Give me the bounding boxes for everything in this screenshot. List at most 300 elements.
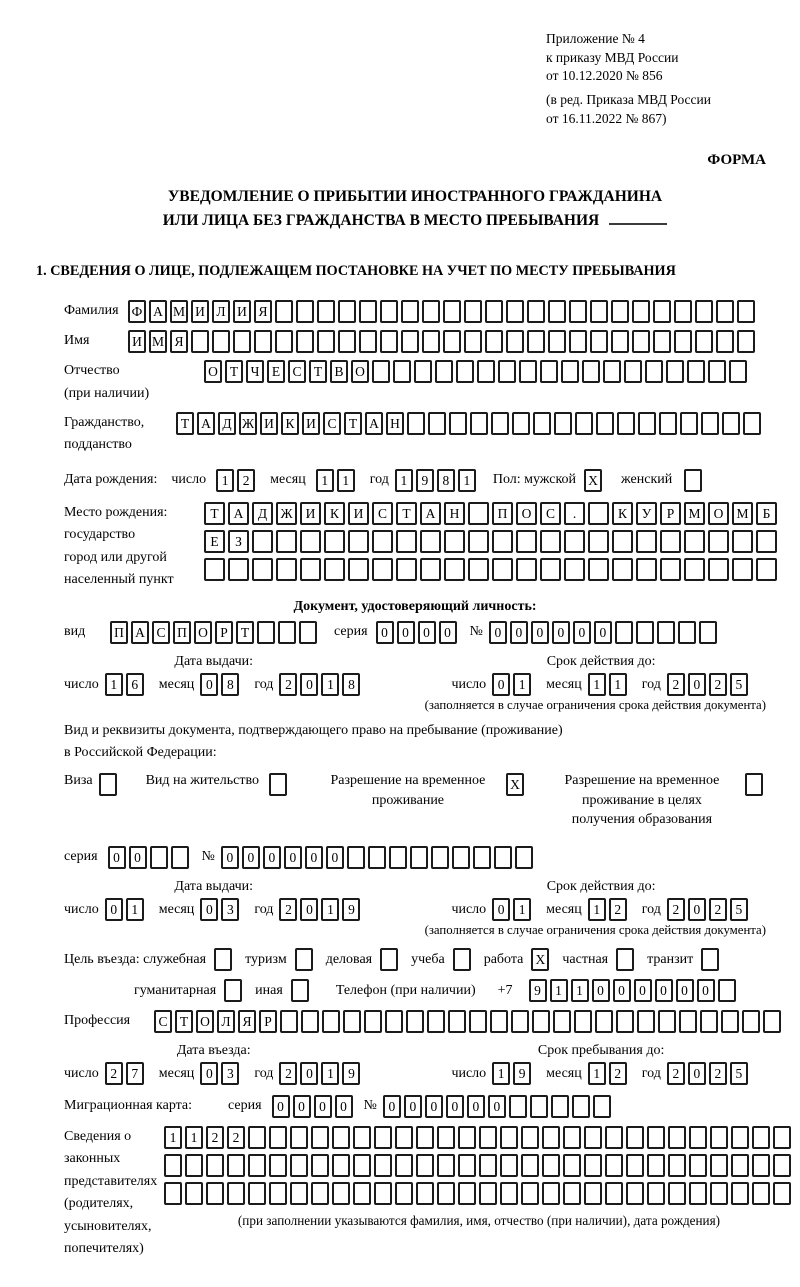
char-cell[interactable]: 0 — [129, 846, 147, 869]
char-cell[interactable] — [533, 412, 551, 435]
char-cell[interactable]: 0 — [200, 1062, 218, 1085]
char-cell[interactable]: 0 — [594, 621, 612, 644]
char-cell[interactable] — [427, 1010, 445, 1033]
char-cell[interactable] — [500, 1182, 518, 1205]
purpose-transit-checkbox[interactable] — [701, 948, 722, 971]
char-cell[interactable]: 0 — [688, 673, 706, 696]
char-cell[interactable]: 2 — [709, 898, 727, 921]
char-cell[interactable] — [721, 1010, 739, 1033]
char-cell[interactable]: И — [191, 300, 209, 323]
char-cell[interactable] — [689, 1182, 707, 1205]
char-cell[interactable]: М — [732, 502, 753, 525]
char-cell[interactable] — [708, 360, 726, 383]
char-cell[interactable] — [492, 530, 513, 553]
doc-valid-month-cells[interactable] — [588, 673, 630, 696]
char-cell[interactable] — [437, 1154, 455, 1177]
char-cell[interactable] — [701, 412, 719, 435]
birthplace-cells-row3[interactable] — [204, 558, 780, 581]
char-cell[interactable] — [680, 412, 698, 435]
char-cell[interactable]: 1 — [550, 979, 568, 1002]
char-cell[interactable] — [527, 330, 545, 353]
char-cell[interactable]: 9 — [513, 1062, 531, 1085]
char-cell[interactable] — [564, 558, 585, 581]
char-cell[interactable]: П — [173, 621, 191, 644]
char-cell[interactable] — [611, 330, 629, 353]
char-cell[interactable] — [647, 1182, 665, 1205]
char-cell[interactable]: Я — [238, 1010, 256, 1033]
char-cell[interactable] — [332, 1126, 350, 1149]
char-cell[interactable]: 0 — [300, 673, 318, 696]
char-cell[interactable]: С — [540, 502, 561, 525]
char-cell[interactable] — [572, 1095, 590, 1118]
char-cell[interactable] — [276, 558, 297, 581]
char-cell[interactable] — [332, 1182, 350, 1205]
char-cell[interactable] — [212, 330, 230, 353]
char-cell[interactable] — [511, 1010, 529, 1033]
char-cell[interactable]: И — [128, 330, 146, 353]
char-cell[interactable] — [395, 1154, 413, 1177]
permit-valid-year-cells[interactable] — [667, 898, 751, 921]
char-cell[interactable] — [668, 1154, 686, 1177]
char-cell[interactable] — [603, 360, 621, 383]
char-cell[interactable]: 0 — [293, 1095, 311, 1118]
char-cell[interactable]: Т — [236, 621, 254, 644]
char-cell[interactable]: X — [506, 773, 524, 796]
char-cell[interactable]: Е — [204, 530, 225, 553]
char-cell[interactable] — [257, 621, 275, 644]
char-cell[interactable]: 1 — [458, 469, 476, 492]
char-cell[interactable] — [636, 621, 654, 644]
char-cell[interactable] — [700, 1010, 718, 1033]
char-cell[interactable] — [731, 1182, 749, 1205]
char-cell[interactable] — [338, 300, 356, 323]
char-cell[interactable]: О — [196, 1010, 214, 1033]
visa-checkbox[interactable] — [99, 773, 120, 796]
char-cell[interactable] — [275, 330, 293, 353]
char-cell[interactable] — [99, 773, 117, 796]
char-cell[interactable]: 0 — [676, 979, 694, 1002]
char-cell[interactable] — [338, 330, 356, 353]
char-cell[interactable] — [420, 558, 441, 581]
char-cell[interactable]: 2 — [609, 898, 627, 921]
char-cell[interactable] — [745, 773, 763, 796]
char-cell[interactable]: Т — [176, 412, 194, 435]
char-cell[interactable] — [605, 1154, 623, 1177]
char-cell[interactable] — [479, 1182, 497, 1205]
char-cell[interactable] — [616, 948, 634, 971]
char-cell[interactable] — [359, 330, 377, 353]
char-cell[interactable] — [763, 1010, 781, 1033]
char-cell[interactable] — [584, 1126, 602, 1149]
char-cell[interactable] — [343, 1010, 361, 1033]
char-cell[interactable] — [773, 1126, 791, 1149]
char-cell[interactable] — [348, 558, 369, 581]
char-cell[interactable]: Л — [212, 300, 230, 323]
char-cell[interactable]: 8 — [342, 673, 360, 696]
char-cell[interactable] — [372, 360, 390, 383]
patronymic-cells[interactable] — [204, 360, 750, 383]
char-cell[interactable] — [204, 558, 225, 581]
char-cell[interactable]: 5 — [730, 673, 748, 696]
char-cell[interactable]: 0 — [492, 898, 510, 921]
char-cell[interactable]: О — [194, 621, 212, 644]
char-cell[interactable] — [695, 300, 713, 323]
doc-series-cells[interactable] — [376, 621, 460, 644]
migcard-series-cells[interactable] — [272, 1095, 356, 1118]
char-cell[interactable]: М — [684, 502, 705, 525]
char-cell[interactable] — [540, 530, 561, 553]
legal-reps-cells-row1[interactable] — [164, 1126, 794, 1149]
char-cell[interactable] — [516, 558, 537, 581]
char-cell[interactable]: 2 — [206, 1126, 224, 1149]
char-cell[interactable]: 2 — [105, 1062, 123, 1085]
char-cell[interactable]: 0 — [397, 621, 415, 644]
char-cell[interactable]: А — [228, 502, 249, 525]
char-cell[interactable] — [428, 412, 446, 435]
doc-issue-month-cells[interactable] — [200, 673, 242, 696]
char-cell[interactable] — [695, 330, 713, 353]
char-cell[interactable] — [324, 558, 345, 581]
purpose-tourism-checkbox[interactable] — [295, 948, 316, 971]
char-cell[interactable] — [590, 300, 608, 323]
char-cell[interactable] — [647, 1154, 665, 1177]
char-cell[interactable]: 0 — [200, 673, 218, 696]
char-cell[interactable] — [380, 300, 398, 323]
char-cell[interactable] — [437, 1182, 455, 1205]
char-cell[interactable]: 1 — [588, 673, 606, 696]
char-cell[interactable] — [752, 1182, 770, 1205]
char-cell[interactable]: 0 — [446, 1095, 464, 1118]
char-cell[interactable] — [542, 1182, 560, 1205]
char-cell[interactable] — [410, 846, 428, 869]
doc-issue-day-cells[interactable] — [105, 673, 147, 696]
char-cell[interactable] — [575, 412, 593, 435]
char-cell[interactable] — [554, 412, 572, 435]
char-cell[interactable] — [422, 300, 440, 323]
char-cell[interactable] — [248, 1182, 266, 1205]
char-cell[interactable]: Т — [225, 360, 243, 383]
doc-issue-year-cells[interactable] — [279, 673, 363, 696]
char-cell[interactable] — [437, 1126, 455, 1149]
char-cell[interactable] — [291, 979, 309, 1002]
char-cell[interactable]: Н — [444, 502, 465, 525]
char-cell[interactable]: Ж — [239, 412, 257, 435]
char-cell[interactable] — [564, 530, 585, 553]
char-cell[interactable] — [710, 1126, 728, 1149]
phone-cells[interactable] — [529, 979, 739, 1002]
char-cell[interactable] — [588, 558, 609, 581]
char-cell[interactable] — [626, 1182, 644, 1205]
char-cell[interactable] — [276, 530, 297, 553]
char-cell[interactable] — [443, 330, 461, 353]
char-cell[interactable] — [542, 1126, 560, 1149]
char-cell[interactable] — [756, 530, 777, 553]
char-cell[interactable] — [540, 360, 558, 383]
char-cell[interactable] — [449, 412, 467, 435]
char-cell[interactable]: Т — [396, 502, 417, 525]
char-cell[interactable] — [494, 846, 512, 869]
char-cell[interactable]: Я — [170, 330, 188, 353]
char-cell[interactable]: 0 — [335, 1095, 353, 1118]
char-cell[interactable] — [584, 1182, 602, 1205]
char-cell[interactable]: 5 — [730, 1062, 748, 1085]
doc-type-cells[interactable] — [110, 621, 320, 644]
char-cell[interactable] — [372, 530, 393, 553]
char-cell[interactable] — [444, 558, 465, 581]
char-cell[interactable]: 0 — [108, 846, 126, 869]
char-cell[interactable]: 0 — [467, 1095, 485, 1118]
char-cell[interactable]: 0 — [552, 621, 570, 644]
char-cell[interactable]: 0 — [592, 979, 610, 1002]
char-cell[interactable] — [737, 330, 755, 353]
char-cell[interactable] — [588, 502, 609, 525]
char-cell[interactable]: 0 — [655, 979, 673, 1002]
char-cell[interactable]: Ч — [246, 360, 264, 383]
char-cell[interactable]: С — [154, 1010, 172, 1033]
char-cell[interactable] — [416, 1126, 434, 1149]
char-cell[interactable]: 2 — [667, 898, 685, 921]
temp-residence-edu-checkbox[interactable] — [745, 773, 766, 796]
char-cell[interactable] — [348, 530, 369, 553]
char-cell[interactable] — [590, 330, 608, 353]
char-cell[interactable]: 0 — [613, 979, 631, 1002]
char-cell[interactable] — [653, 300, 671, 323]
char-cell[interactable] — [687, 360, 705, 383]
char-cell[interactable]: 0 — [488, 1095, 506, 1118]
birthplace-cells-row2[interactable] — [204, 530, 780, 553]
char-cell[interactable] — [290, 1154, 308, 1177]
stay-year-cells[interactable] — [667, 1062, 751, 1085]
char-cell[interactable]: 0 — [634, 979, 652, 1002]
char-cell[interactable] — [773, 1154, 791, 1177]
char-cell[interactable] — [532, 1010, 550, 1033]
char-cell[interactable]: 1 — [164, 1126, 182, 1149]
char-cell[interactable] — [396, 530, 417, 553]
char-cell[interactable] — [252, 558, 273, 581]
char-cell[interactable] — [317, 300, 335, 323]
char-cell[interactable] — [300, 530, 321, 553]
birthplace-cells-row1[interactable] — [204, 502, 780, 525]
char-cell[interactable]: 5 — [730, 898, 748, 921]
char-cell[interactable] — [479, 1126, 497, 1149]
char-cell[interactable] — [617, 412, 635, 435]
char-cell[interactable]: 0 — [305, 846, 323, 869]
purpose-business-checkbox[interactable] — [380, 948, 401, 971]
char-cell[interactable]: О — [204, 360, 222, 383]
char-cell[interactable] — [322, 1010, 340, 1033]
char-cell[interactable] — [563, 1182, 581, 1205]
char-cell[interactable] — [332, 1154, 350, 1177]
char-cell[interactable] — [359, 300, 377, 323]
char-cell[interactable] — [684, 530, 705, 553]
char-cell[interactable] — [458, 1182, 476, 1205]
char-cell[interactable] — [224, 979, 242, 1002]
char-cell[interactable] — [626, 1126, 644, 1149]
char-cell[interactable]: 0 — [404, 1095, 422, 1118]
char-cell[interactable] — [299, 621, 317, 644]
char-cell[interactable]: 3 — [221, 1062, 239, 1085]
char-cell[interactable]: 0 — [573, 621, 591, 644]
char-cell[interactable] — [324, 530, 345, 553]
entry-day-cells[interactable] — [105, 1062, 147, 1085]
char-cell[interactable] — [385, 1010, 403, 1033]
char-cell[interactable] — [269, 773, 287, 796]
char-cell[interactable]: К — [324, 502, 345, 525]
char-cell[interactable]: 7 — [126, 1062, 144, 1085]
char-cell[interactable]: И — [233, 300, 251, 323]
char-cell[interactable]: 3 — [221, 898, 239, 921]
birth-day-cells[interactable] — [216, 469, 258, 492]
char-cell[interactable]: С — [288, 360, 306, 383]
char-cell[interactable] — [401, 300, 419, 323]
char-cell[interactable] — [553, 1010, 571, 1033]
char-cell[interactable] — [569, 330, 587, 353]
char-cell[interactable] — [732, 530, 753, 553]
char-cell[interactable] — [269, 1126, 287, 1149]
char-cell[interactable]: 0 — [418, 621, 436, 644]
char-cell[interactable] — [756, 558, 777, 581]
char-cell[interactable] — [416, 1154, 434, 1177]
char-cell[interactable] — [674, 330, 692, 353]
char-cell[interactable]: Т — [204, 502, 225, 525]
char-cell[interactable]: 1 — [185, 1126, 203, 1149]
char-cell[interactable]: Р — [660, 502, 681, 525]
char-cell[interactable] — [653, 330, 671, 353]
char-cell[interactable]: О — [516, 502, 537, 525]
char-cell[interactable] — [374, 1182, 392, 1205]
char-cell[interactable]: 2 — [279, 898, 297, 921]
char-cell[interactable]: Ж — [276, 502, 297, 525]
birth-year-cells[interactable] — [395, 469, 479, 492]
char-cell[interactable] — [317, 330, 335, 353]
char-cell[interactable]: 1 — [588, 1062, 606, 1085]
char-cell[interactable] — [624, 360, 642, 383]
char-cell[interactable]: А — [420, 502, 441, 525]
char-cell[interactable] — [506, 300, 524, 323]
char-cell[interactable]: 2 — [709, 673, 727, 696]
char-cell[interactable]: 2 — [227, 1126, 245, 1149]
char-cell[interactable] — [569, 300, 587, 323]
char-cell[interactable]: 1 — [321, 898, 339, 921]
char-cell[interactable] — [605, 1126, 623, 1149]
char-cell[interactable]: М — [149, 330, 167, 353]
char-cell[interactable] — [561, 360, 579, 383]
char-cell[interactable] — [269, 1182, 287, 1205]
char-cell[interactable]: К — [612, 502, 633, 525]
stay-month-cells[interactable] — [588, 1062, 630, 1085]
char-cell[interactable]: Л — [217, 1010, 235, 1033]
char-cell[interactable]: 0 — [284, 846, 302, 869]
char-cell[interactable]: П — [492, 502, 513, 525]
char-cell[interactable] — [393, 360, 411, 383]
char-cell[interactable] — [718, 979, 736, 1002]
char-cell[interactable] — [296, 300, 314, 323]
char-cell[interactable]: 0 — [200, 898, 218, 921]
char-cell[interactable] — [638, 412, 656, 435]
char-cell[interactable] — [605, 1182, 623, 1205]
char-cell[interactable]: 0 — [300, 1062, 318, 1085]
char-cell[interactable] — [563, 1154, 581, 1177]
char-cell[interactable]: К — [281, 412, 299, 435]
char-cell[interactable] — [689, 1154, 707, 1177]
char-cell[interactable]: 0 — [221, 846, 239, 869]
char-cell[interactable] — [406, 1010, 424, 1033]
char-cell[interactable] — [290, 1126, 308, 1149]
char-cell[interactable] — [280, 1010, 298, 1033]
profession-cells[interactable] — [154, 1010, 784, 1033]
char-cell[interactable]: 0 — [439, 621, 457, 644]
char-cell[interactable]: М — [170, 300, 188, 323]
char-cell[interactable] — [588, 530, 609, 553]
char-cell[interactable] — [548, 300, 566, 323]
char-cell[interactable] — [353, 1126, 371, 1149]
char-cell[interactable] — [416, 1182, 434, 1205]
char-cell[interactable]: А — [131, 621, 149, 644]
char-cell[interactable] — [470, 412, 488, 435]
char-cell[interactable] — [185, 1182, 203, 1205]
char-cell[interactable] — [164, 1182, 182, 1205]
char-cell[interactable]: 0 — [688, 898, 706, 921]
char-cell[interactable] — [659, 412, 677, 435]
char-cell[interactable] — [521, 1126, 539, 1149]
char-cell[interactable]: Р — [215, 621, 233, 644]
char-cell[interactable] — [710, 1182, 728, 1205]
char-cell[interactable] — [396, 558, 417, 581]
name-cells[interactable] — [128, 330, 758, 353]
char-cell[interactable] — [584, 1154, 602, 1177]
char-cell[interactable] — [530, 1095, 548, 1118]
char-cell[interactable] — [206, 1154, 224, 1177]
legal-reps-cells-row3[interactable] — [164, 1182, 794, 1205]
char-cell[interactable] — [612, 530, 633, 553]
char-cell[interactable] — [612, 558, 633, 581]
char-cell[interactable] — [444, 530, 465, 553]
doc-valid-year-cells[interactable] — [667, 673, 751, 696]
char-cell[interactable]: Д — [218, 412, 236, 435]
char-cell[interactable] — [684, 558, 705, 581]
char-cell[interactable] — [464, 330, 482, 353]
char-cell[interactable] — [521, 1154, 539, 1177]
char-cell[interactable] — [275, 300, 293, 323]
char-cell[interactable] — [710, 1154, 728, 1177]
char-cell[interactable] — [490, 1010, 508, 1033]
legal-reps-cells-row2[interactable] — [164, 1154, 794, 1177]
char-cell[interactable] — [296, 330, 314, 353]
char-cell[interactable] — [456, 360, 474, 383]
char-cell[interactable]: 1 — [609, 673, 627, 696]
char-cell[interactable] — [752, 1126, 770, 1149]
residence-permit-checkbox[interactable] — [269, 773, 290, 796]
char-cell[interactable]: Т — [175, 1010, 193, 1033]
char-cell[interactable] — [595, 1010, 613, 1033]
char-cell[interactable] — [596, 412, 614, 435]
char-cell[interactable] — [464, 300, 482, 323]
char-cell[interactable] — [248, 1154, 266, 1177]
char-cell[interactable] — [364, 1010, 382, 1033]
char-cell[interactable]: 9 — [342, 1062, 360, 1085]
char-cell[interactable] — [521, 1182, 539, 1205]
char-cell[interactable] — [678, 621, 696, 644]
char-cell[interactable] — [658, 1010, 676, 1033]
char-cell[interactable] — [668, 1126, 686, 1149]
char-cell[interactable] — [191, 330, 209, 353]
char-cell[interactable] — [752, 1154, 770, 1177]
char-cell[interactable]: З — [228, 530, 249, 553]
char-cell[interactable]: У — [636, 502, 657, 525]
char-cell[interactable]: Т — [309, 360, 327, 383]
permit-valid-month-cells[interactable] — [588, 898, 630, 921]
char-cell[interactable] — [500, 1154, 518, 1177]
